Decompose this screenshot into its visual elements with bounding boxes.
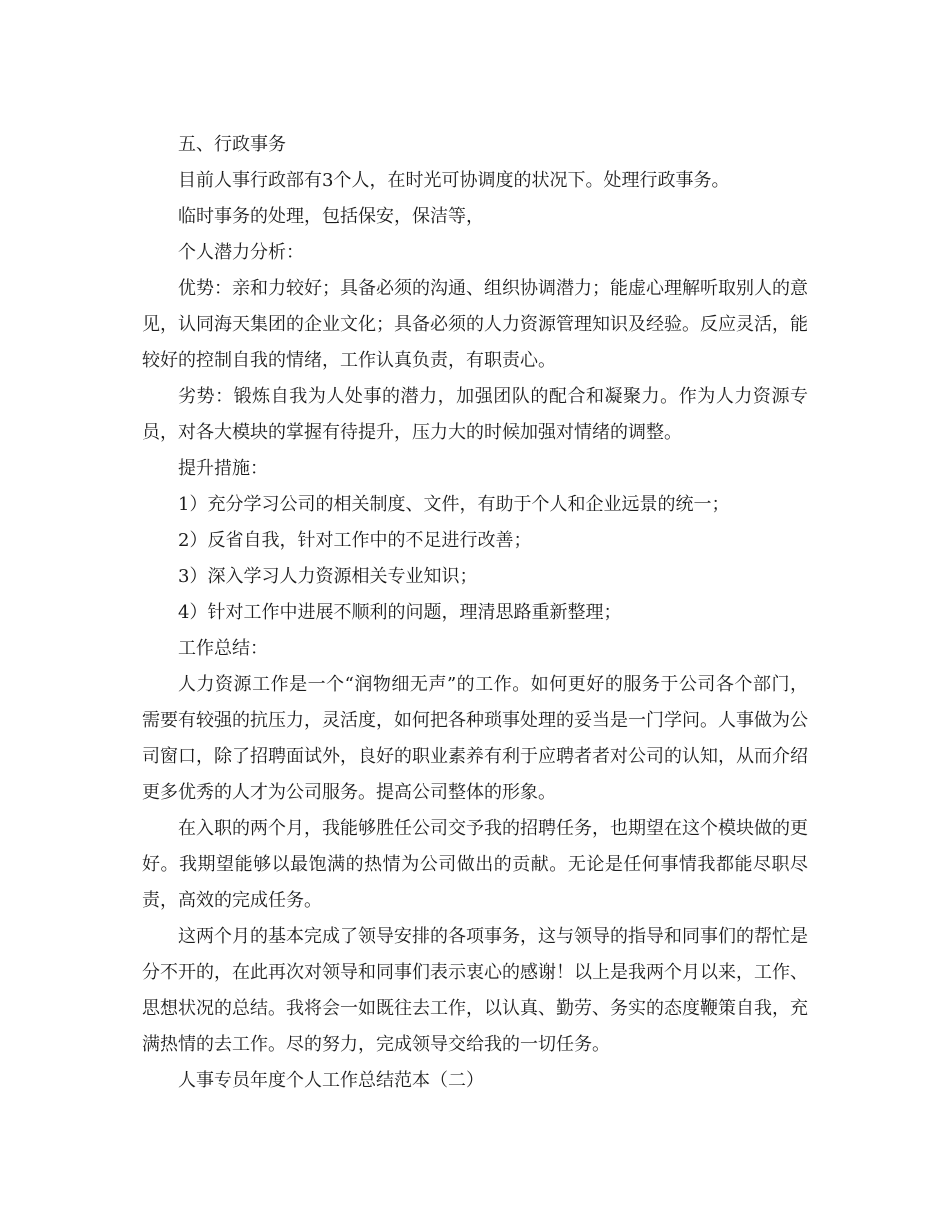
paragraph: 目前人事行政部有3个人，在时光可协调度的状况下。处理行政事务。 xyxy=(178,170,730,191)
paragraph-weaknesses: 劣势：锻炼自我为人处事的潜力，加强团队的配合和凝聚力。作为人力资源专员，对各大模块的掌握有待提升，压力大的时候加强对情绪的调整。 xyxy=(142,386,808,443)
next-section-title: 人事专员年度个人工作总结范本（二） xyxy=(178,1070,484,1091)
subheading-improvement: 提升措施： xyxy=(178,458,268,479)
list-item: 3）深入学习人力资源相关专业知识； xyxy=(178,566,478,587)
paragraph-strengths: 优势：亲和力较好；具备必须的沟通、组织协调潜力；能虚心理解听取别人的意见，认同海天集团的企业文化；具备必须的人力资源管理知识及经验。反应灵活，能较好的控制自我的情绪，工作认真负责，有职责心。 xyxy=(142,278,808,371)
paragraph: 人力资源工作是一个“润物细无声”的工作。如何更好的服务于公司各个部门，需要有较强的抗压力，灵活度，如何把各种琐事处理的妥当是一门学问。人事做为公司窗口，除了招聘面试外，良好的职业素养有利于应聘者者对公司的认知，从而介绍更多优秀的人才为公司服务。提高公司整体的形象。 xyxy=(142,674,808,803)
subheading-potential-analysis: 个人潜力分析： xyxy=(178,242,304,263)
paragraph: 在入职的两个月，我能够胜任公司交予我的招聘任务，也期望在这个模块做的更好。我期望能够以最饱满的热情为公司做出的贡献。无论是任何事情我都能尽职尽责，高效的完成任务。 xyxy=(142,818,808,911)
list-item: 4）针对工作中进展不顺利的问题，理清思路重新整理； xyxy=(178,602,622,623)
subheading-work-summary: 工作总结： xyxy=(178,638,268,659)
paragraph: 这两个月的基本完成了领导安排的各项事务，这与领导的指导和同事们的帮忙是分不开的，在此再次对领导和同事们表示衷心的感谢！以上是我两个月以来，工作、思想状况的总结。我将会一如既往去工作，以认真、勤劳、务实的态度鞭策自我，充满热情的去工作。尽的努力，完成领导交给我的一切任务。 xyxy=(142,926,808,1055)
section-heading-admin: 五、行政事务 xyxy=(178,134,286,155)
list-item: 1）充分学习公司的相关制度、文件，有助于个人和企业远景的统一； xyxy=(178,494,730,515)
paragraph: 临时事务的处理，包括保安，保洁等， xyxy=(178,206,484,227)
list-item: 2）反省自我，针对工作中的不足进行改善； xyxy=(178,530,532,551)
